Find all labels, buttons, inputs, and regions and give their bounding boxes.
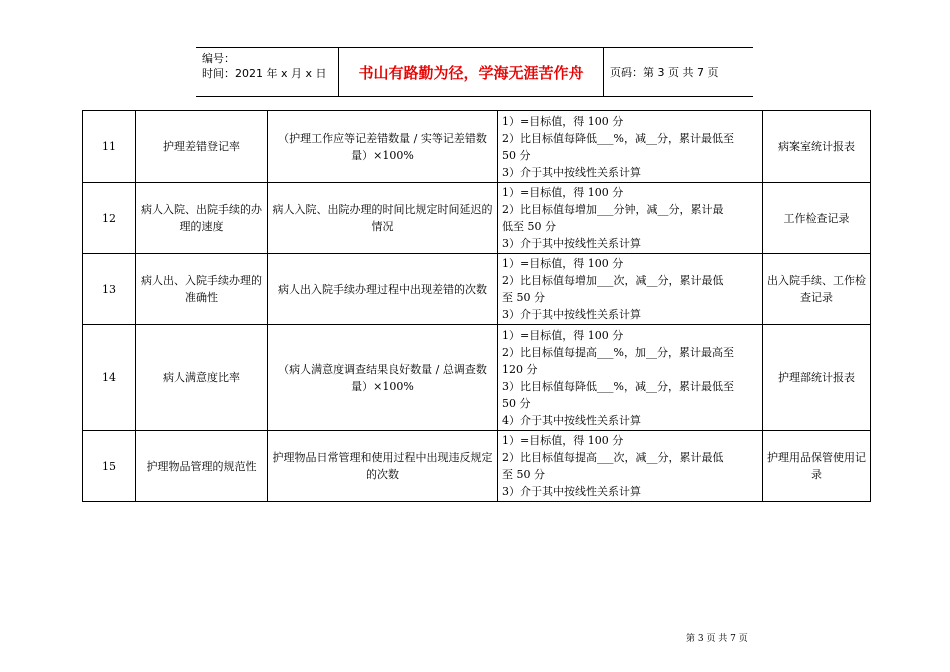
data-source: 出入院手续、工作检查记录: [763, 254, 871, 325]
indicator-formula: （病人满意度调查结果良好数量 / 总调查数量）×100%: [268, 325, 498, 431]
rule-line: 2）比目标值每增加___次，减__分，累计最低: [502, 274, 724, 287]
data-source: 病案室统计报表: [763, 111, 871, 183]
row-number: 11: [83, 111, 136, 183]
indicator-name: 病人入院、出院手续的办理的速度: [136, 183, 268, 254]
indicator-formula: 护理物品日常管理和使用过程中出现违反规定的次数: [268, 431, 498, 502]
indicator-name: 护理物品管理的规范性: [136, 431, 268, 502]
row-number: 12: [83, 183, 136, 254]
rule-line: 2）比目标值每提高___次，减__分，累计最低: [502, 451, 724, 464]
rule-line: 2）比目标值每增加___分钟，减__分，累计最: [502, 203, 724, 216]
scoring-rules: [498, 111, 763, 183]
document-number-label: 编号：: [202, 52, 235, 65]
rule-line: 50 分: [502, 148, 531, 162]
document-date: 时间：2021 年 x 月 x 日: [202, 67, 327, 80]
indicator-name: 病人满意度比率: [136, 325, 268, 431]
rule-line: 低至 50 分: [502, 220, 556, 233]
indicator-formula: 病人出入院手续办理过程中出现差错的次数: [268, 254, 498, 325]
table-row: [83, 431, 871, 502]
table-row: [83, 183, 871, 254]
rule-line: 1）=目标值，得 100 分: [502, 186, 624, 199]
rule-line: 1）=目标值，得 100 分: [502, 328, 624, 342]
table-row: [83, 325, 871, 431]
row-number: 15: [83, 431, 136, 502]
rule-line: 至 50 分: [502, 291, 545, 304]
rule-line: 4）介于其中按线性关系计算: [502, 413, 641, 427]
indicator-name: 护理差错登记率: [136, 111, 268, 183]
rule-line: 3）介于其中按线性关系计算: [502, 165, 641, 179]
row-number: 13: [83, 254, 136, 325]
kpi-table: [82, 110, 871, 502]
scoring-rules: [498, 183, 763, 254]
rule-line: 1）=目标值，得 100 分: [502, 257, 624, 270]
header-page-number: 页码：第 3 页 共 7 页: [610, 66, 719, 79]
rule-line: 3）介于其中按线性关系计算: [502, 308, 641, 321]
rule-line: 1）=目标值，得 100 分: [502, 434, 624, 447]
rule-line: 50 分: [502, 396, 531, 410]
indicator-formula: （护理工作应等记差错数量 / 实等记差错数量）×100%: [268, 111, 498, 183]
scoring-rules: [498, 254, 763, 325]
indicator-formula: 病人入院、出院办理的时间比规定时间延迟的情况: [268, 183, 498, 254]
scoring-rules: [498, 325, 763, 431]
header-meta: [196, 48, 339, 96]
row-number: 14: [83, 325, 136, 431]
data-source: 工作检查记录: [763, 183, 871, 254]
data-source: 护理部统计报表: [763, 325, 871, 431]
header-motto: 书山有路勤为径，学海无涯苦作舟: [339, 48, 604, 96]
table-row: [83, 254, 871, 325]
scoring-rules: [498, 431, 763, 502]
rule-line: 120 分: [502, 362, 538, 376]
rule-line: 3）介于其中按线性关系计算: [502, 237, 641, 250]
table-row: [83, 111, 871, 183]
data-source: 护理用品保管使用记录: [763, 431, 871, 502]
rule-line: 至 50 分: [502, 468, 545, 481]
rule-line: 3）介于其中按线性关系计算: [502, 485, 641, 498]
page-footer: 第 3 页 共 7 页: [686, 634, 748, 644]
page-header: [196, 47, 753, 97]
rule-line: 3）比目标值每降低___%，减__分，累计最低至: [502, 379, 734, 393]
rule-line: 2）比目标值每降低___%，减__分，累计最低至: [502, 131, 734, 145]
indicator-name: 病人出、入院手续办理的准确性: [136, 254, 268, 325]
rule-line: 2）比目标值每提高___%，加__分，累计最高至: [502, 345, 734, 359]
rule-line: 1）=目标值，得 100 分: [502, 114, 624, 128]
